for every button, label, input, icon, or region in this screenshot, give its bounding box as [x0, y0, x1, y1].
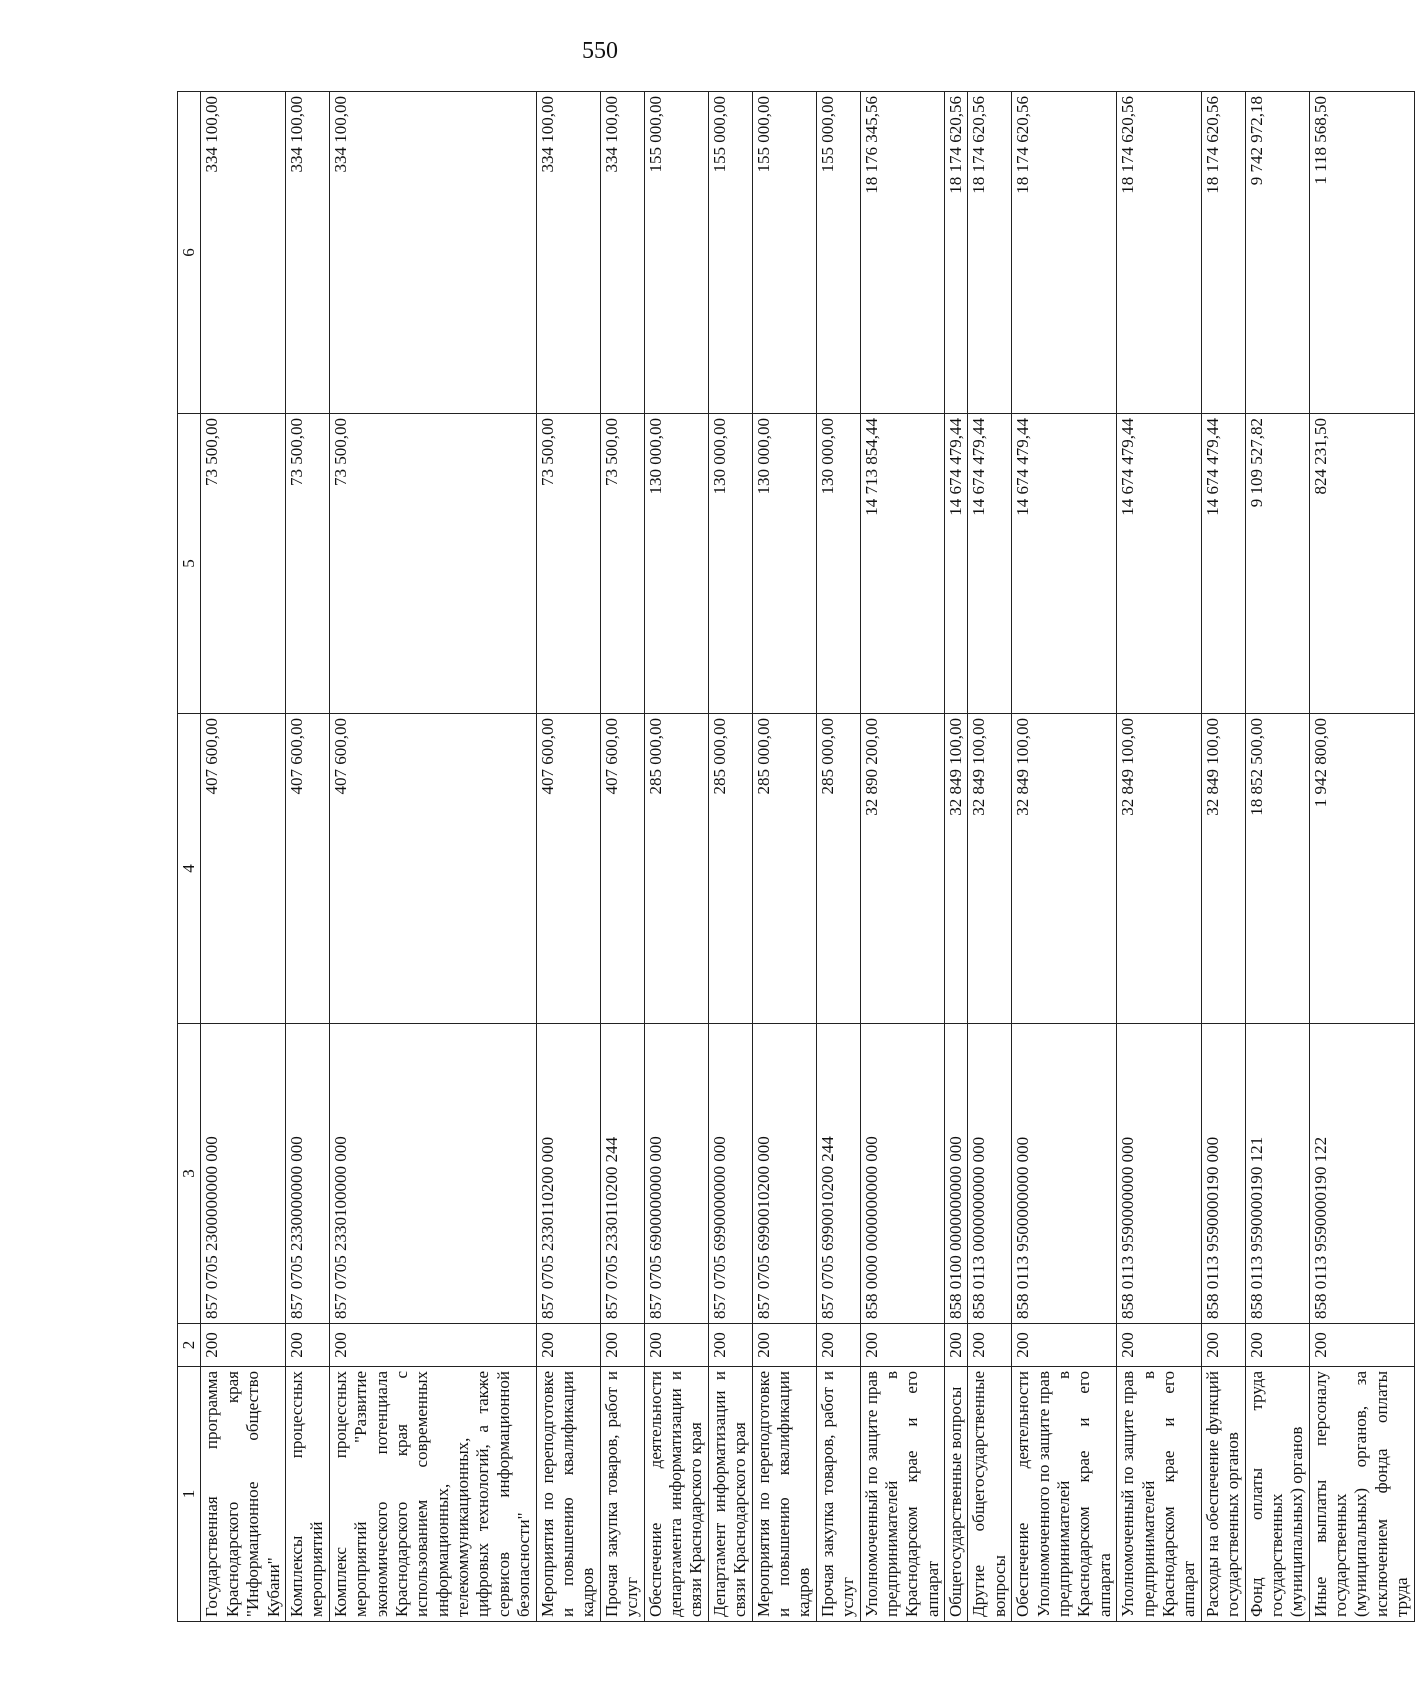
row-col4-cell: 32 849 100,00: [1201, 714, 1245, 1024]
row-code-cell: 857 0705 2330000000 000: [285, 1024, 329, 1324]
table-row: [945, 92, 968, 1622]
row-col4-cell: 407 600,00: [536, 714, 600, 1024]
row-col5-cell: 73 500,00: [329, 414, 536, 714]
row-name-cell: Общегосударственные вопросы: [945, 1367, 968, 1622]
row-col6-cell: 1 118 568,50: [1309, 92, 1414, 414]
row-col4-cell: 285 000,00: [708, 714, 752, 1024]
row-col5-cell: 9 109 527,82: [1245, 414, 1309, 714]
row-col2-cell: 200: [201, 1324, 286, 1367]
row-name-cell: Иные выплаты персоналу государственных (муниципальных) органов, за исключением фонда оплаты труда: [1309, 1367, 1414, 1622]
row-col4-cell: 407 600,00: [201, 714, 286, 1024]
row-col4-cell: 285 000,00: [644, 714, 708, 1024]
row-col2-cell: 200: [600, 1324, 644, 1367]
row-name-cell: Государственная программа Краснодарского края "Информационное общество Кубани": [201, 1367, 286, 1622]
row-col6-cell: 155 000,00: [752, 92, 816, 414]
row-code-cell: 858 0113 9590000000 000: [1117, 1024, 1202, 1324]
row-col5-cell: 14 674 479,44: [1117, 414, 1202, 714]
row-name-cell: Обеспечение деятельности департамента информатизации и связи Краснодарского края: [644, 1367, 708, 1622]
row-code-cell: 857 0705 6990010200 244: [816, 1024, 860, 1324]
column-header: 5: [178, 414, 201, 714]
table-row: [860, 92, 945, 1622]
row-code-cell: 858 0113 9590000190 000: [1201, 1024, 1245, 1324]
column-header: 1: [178, 1367, 201, 1622]
row-code-cell: 858 0113 9590000190 122: [1309, 1024, 1414, 1324]
row-col5-cell: 130 000,00: [816, 414, 860, 714]
row-code-cell: 858 0113 9500000000 000: [1012, 1024, 1117, 1324]
row-code-cell: 857 0705 6900000000 000: [644, 1024, 708, 1324]
row-code-cell: 857 0705 2330110200 000: [536, 1024, 600, 1324]
row-col2-cell: 200: [752, 1324, 816, 1367]
row-name-cell: Расходы на обеспечение функций государственных органов: [1201, 1367, 1245, 1622]
row-col2-cell: 200: [816, 1324, 860, 1367]
column-header: 6: [178, 92, 201, 414]
budget-table: [177, 91, 1415, 1622]
table-row: [1117, 92, 1202, 1622]
row-code-cell: 857 0705 6990010200 000: [752, 1024, 816, 1324]
table-row: [644, 92, 708, 1622]
row-col6-cell: 155 000,00: [708, 92, 752, 414]
row-col4-cell: 1 942 800,00: [1309, 714, 1414, 1024]
row-col6-cell: 18 174 620,56: [945, 92, 968, 414]
row-col5-cell: 14 674 479,44: [968, 414, 1012, 714]
row-col6-cell: 334 100,00: [536, 92, 600, 414]
row-col4-cell: 285 000,00: [752, 714, 816, 1024]
table-row: [1012, 92, 1117, 1622]
row-col6-cell: 18 174 620,56: [1201, 92, 1245, 414]
row-col2-cell: 200: [968, 1324, 1012, 1367]
row-col4-cell: 407 600,00: [600, 714, 644, 1024]
row-name-cell: Другие общегосударственные вопросы: [968, 1367, 1012, 1622]
table-row: [536, 92, 600, 1622]
table-row: [1309, 92, 1414, 1622]
row-code-cell: 858 0100 0000000000 000: [945, 1024, 968, 1324]
column-header: 4: [178, 714, 201, 1024]
row-col6-cell: 334 100,00: [329, 92, 536, 414]
row-code-cell: 857 0705 2330110200 244: [600, 1024, 644, 1324]
row-col4-cell: 18 852 500,00: [1245, 714, 1309, 1024]
row-code-cell: 857 0705 6990000000 000: [708, 1024, 752, 1324]
row-col6-cell: 334 100,00: [201, 92, 286, 414]
table-row: [968, 92, 1012, 1622]
row-col2-cell: 200: [1117, 1324, 1202, 1367]
page-number: 550: [582, 38, 618, 64]
row-col2-cell: 200: [860, 1324, 945, 1367]
row-col5-cell: 14 713 854,44: [860, 414, 945, 714]
row-name-cell: Комплексы процессных мероприятий: [285, 1367, 329, 1622]
table-row: [201, 92, 286, 1622]
row-col2-cell: 200: [1309, 1324, 1414, 1367]
row-code-cell: 857 0705 2330100000 000: [329, 1024, 536, 1324]
row-col2-cell: 200: [644, 1324, 708, 1367]
table-row: [1201, 92, 1245, 1622]
row-name-cell: Мероприятия по переподготовке и повышению квалификации кадров: [536, 1367, 600, 1622]
row-col2-cell: 200: [1245, 1324, 1309, 1367]
table-row: [329, 92, 536, 1622]
row-col2-cell: 200: [285, 1324, 329, 1367]
row-col4-cell: 285 000,00: [816, 714, 860, 1024]
table-row: [600, 92, 644, 1622]
row-col6-cell: 9 742 972,18: [1245, 92, 1309, 414]
row-col4-cell: 32 890 200,00: [860, 714, 945, 1024]
table-row: [285, 92, 329, 1622]
row-col6-cell: 334 100,00: [285, 92, 329, 414]
row-col2-cell: 200: [1201, 1324, 1245, 1367]
row-col6-cell: 18 174 620,56: [1012, 92, 1117, 414]
row-col4-cell: 32 849 100,00: [968, 714, 1012, 1024]
header-row: [178, 92, 201, 1622]
row-name-cell: Обеспечение деятельности Уполномоченного по защите прав предпринимателей в Краснодарском крае и его аппарата: [1012, 1367, 1117, 1622]
row-col6-cell: 334 100,00: [600, 92, 644, 414]
table-row: [816, 92, 860, 1622]
row-name-cell: Прочая закупка товаров, работ и услуг: [816, 1367, 860, 1622]
row-col4-cell: 32 849 100,00: [1117, 714, 1202, 1024]
row-code-cell: 857 0705 2300000000 000: [201, 1024, 286, 1324]
row-name-cell: Прочая закупка товаров, работ и услуг: [600, 1367, 644, 1622]
row-name-cell: Уполномоченный по защите прав предпринимателей в Краснодарском крае и его аппарат: [860, 1367, 945, 1622]
row-col4-cell: 407 600,00: [329, 714, 536, 1024]
row-col5-cell: 73 500,00: [285, 414, 329, 714]
row-col5-cell: 73 500,00: [600, 414, 644, 714]
row-col5-cell: 824 231,50: [1309, 414, 1414, 714]
row-col5-cell: 130 000,00: [644, 414, 708, 714]
row-col2-cell: 200: [1012, 1324, 1117, 1367]
row-col5-cell: 130 000,00: [752, 414, 816, 714]
row-col4-cell: 32 849 100,00: [945, 714, 968, 1024]
row-col5-cell: 14 674 479,44: [1201, 414, 1245, 714]
row-col4-cell: 407 600,00: [285, 714, 329, 1024]
table-row: [752, 92, 816, 1622]
row-col4-cell: 32 849 100,00: [1012, 714, 1117, 1024]
row-code-cell: 858 0113 0000000000 000: [968, 1024, 1012, 1324]
column-header: 2: [178, 1324, 201, 1367]
row-col2-cell: 200: [329, 1324, 536, 1367]
row-col5-cell: 73 500,00: [536, 414, 600, 714]
rotated-sheet: [177, 92, 1412, 1622]
row-col2-cell: 200: [536, 1324, 600, 1367]
row-col2-cell: 200: [708, 1324, 752, 1367]
table-row: [1245, 92, 1309, 1622]
row-name-cell: Мероприятия по переподготовке и повышению квалификации кадров: [752, 1367, 816, 1622]
row-col6-cell: 18 176 345,56: [860, 92, 945, 414]
column-header: 3: [178, 1024, 201, 1324]
row-col6-cell: 18 174 620,56: [968, 92, 1012, 414]
table-row: [708, 92, 752, 1622]
row-col2-cell: 200: [945, 1324, 968, 1367]
row-col6-cell: 155 000,00: [644, 92, 708, 414]
row-code-cell: 858 0113 9590000190 121: [1245, 1024, 1309, 1324]
row-col5-cell: 130 000,00: [708, 414, 752, 714]
row-code-cell: 858 0000 0000000000 000: [860, 1024, 945, 1324]
row-name-cell: Комплекс процессных мероприятий "Развитие экономического потенциала Краснодарского края с использованием современных информационных, телекоммуникационных, цифровых технологий, а также сервисов информационной безопасности": [329, 1367, 536, 1622]
row-col5-cell: 14 674 479,44: [945, 414, 968, 714]
row-name-cell: Уполномоченный по защите прав предпринимателей в Краснодарском крае и его аппарат: [1117, 1367, 1202, 1622]
row-name-cell: Фонд оплаты труда государственных (муниципальных) органов: [1245, 1367, 1309, 1622]
row-col5-cell: 73 500,00: [201, 414, 286, 714]
row-col6-cell: 18 174 620,56: [1117, 92, 1202, 414]
row-col5-cell: 14 674 479,44: [1012, 414, 1117, 714]
row-name-cell: Департамент информатизации и связи Краснодарского края: [708, 1367, 752, 1622]
row-col6-cell: 155 000,00: [816, 92, 860, 414]
